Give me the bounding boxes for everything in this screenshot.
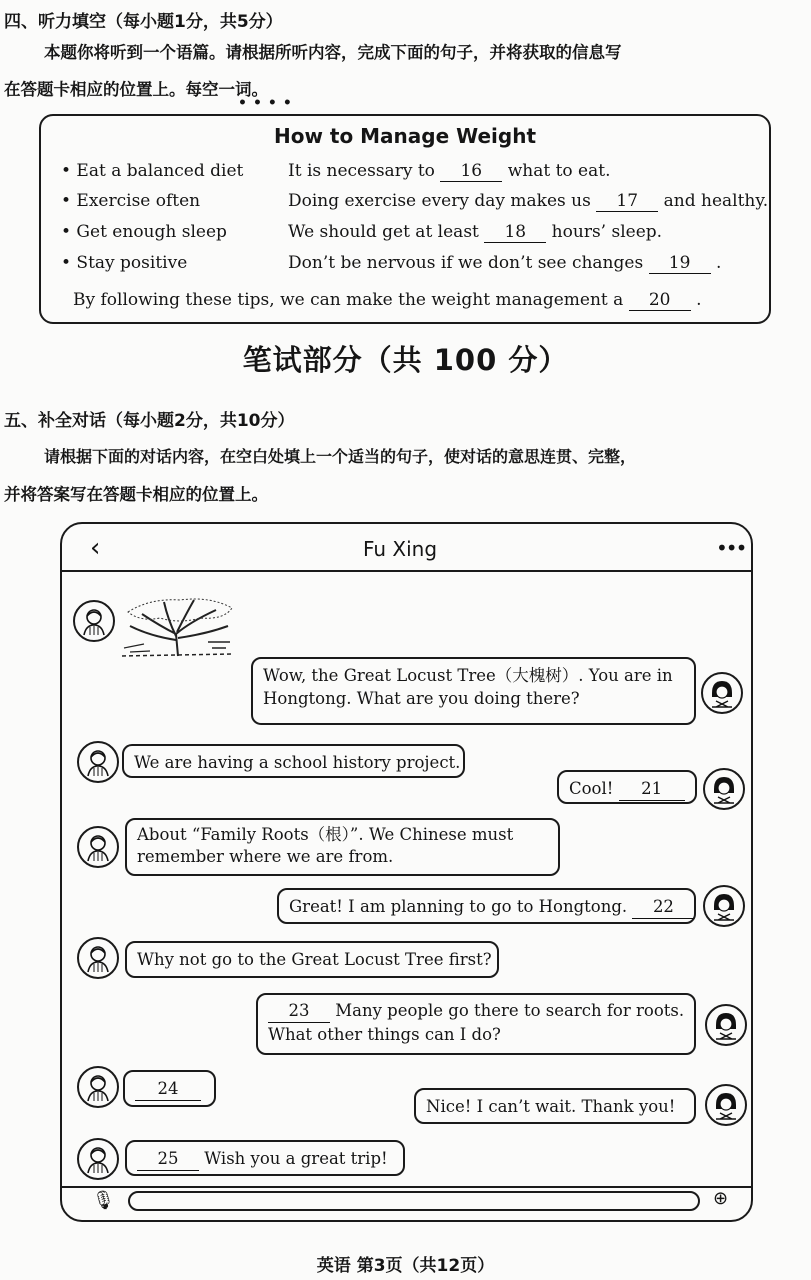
section-5-title: 五、补全对话（每小题2分，共10分） (4, 411, 295, 431)
sentence-19: Don’t be nervous if we don’t see changes 19 . (288, 253, 722, 273)
avatar-me (703, 885, 745, 927)
back-chevron-icon[interactable]: ‹ (90, 533, 101, 563)
section-5-instruction-line2: 并将答案写在答题卡相应的位置上。 (4, 485, 268, 504)
boy-avatar-icon (82, 1143, 114, 1175)
sentence-16: It is necessary to 16 what to eat. (288, 161, 611, 181)
girl-avatar-icon (708, 773, 740, 805)
listening-box-title: How to Manage Weight (273, 124, 537, 148)
chat-bubble-right-5: Great! I am planning to go to Hongtong. 22 (277, 888, 696, 924)
blank-16: 16 (440, 161, 502, 182)
avatar-fu-xing (73, 600, 115, 642)
boy-avatar-icon (82, 1071, 114, 1103)
chat-footer-divider (62, 1186, 751, 1188)
more-options-icon[interactable]: ••• (716, 536, 746, 560)
sentence-17: Doing exercise every day makes us 17 and healthy. (288, 191, 769, 211)
chat-bubble-right-1: Wow, the Great Locust Tree（大槐树）. You are in Hongtong. What are you doing there? (251, 657, 696, 725)
chat-bubble-right-9: Nice! I can’t wait. Thank you! (414, 1088, 696, 1124)
avatar-fu-xing (77, 1066, 119, 1108)
avatar-me (705, 1004, 747, 1046)
avatar-fu-xing (77, 826, 119, 868)
blank-22: 22 (632, 895, 694, 919)
avatar-fu-xing (77, 937, 119, 979)
chat-bubble-left-10: 25 Wish you a great trip! (125, 1140, 405, 1176)
tip-get-enough-sleep: • Get enough sleep (61, 222, 227, 242)
avatar-fu-xing (77, 1138, 119, 1180)
girl-avatar-icon (710, 1009, 742, 1041)
tree-photo[interactable] (120, 596, 235, 662)
blank-24: 24 (135, 1077, 201, 1101)
page-footer: 英语 第3页（共12页） (316, 1256, 495, 1276)
boy-avatar-icon (82, 942, 114, 974)
summary-sentence-20: By following these tips, we can make the weight management a 20 . (73, 290, 702, 310)
girl-avatar-icon (706, 677, 738, 709)
chat-header-divider (62, 570, 751, 572)
section-4-instruction-line2: 在答题卡相应的位置上。每空一词。 (4, 80, 268, 99)
section-4-title: 四、听力填空（每小题1分，共5分） (4, 12, 283, 32)
girl-avatar-icon (710, 1089, 742, 1121)
tip-exercise-often: • Exercise often (61, 191, 201, 211)
blank-19: 19 (649, 253, 711, 274)
chat-bubble-left-8 (123, 1070, 216, 1107)
blank-20: 20 (629, 290, 691, 311)
girl-avatar-icon (708, 890, 740, 922)
section-4-instruction-line1: 本题你将听到一个语篇。请根据所听内容，完成下面的句子，并将获取的信息写 (44, 43, 622, 62)
sentence-18: We should get at least 18 hours’ sleep. (288, 222, 663, 242)
avatar-me (701, 672, 743, 714)
add-icon[interactable]: ⊕ (713, 1188, 729, 1209)
blank-18: 18 (484, 222, 546, 243)
boy-avatar-icon (82, 746, 114, 778)
locust-tree-icon (120, 596, 235, 662)
chat-bubble-left-4: About “Family Roots（根）”. We Chinese must remember where we are from. (125, 818, 560, 876)
chat-bubble-right-7: 23 Many people go there to search for roots. What other things can I do? (256, 993, 696, 1055)
emphasis-dots: •••• (238, 95, 298, 111)
blank-21: 21 (619, 777, 685, 801)
section-5-instruction-line1: 请根据下面的对话内容，在空白处填上一个适当的句子，使对话的意思连贯、完整， (44, 447, 637, 466)
boy-avatar-icon (82, 831, 114, 863)
chat-contact-name: Fu Xing (362, 537, 438, 561)
blank-25: 25 (137, 1147, 199, 1171)
message-input[interactable] (128, 1191, 700, 1211)
avatar-fu-xing (77, 741, 119, 783)
written-part-title: 笔试部分（共 100 分） (242, 343, 569, 377)
tip-eat-balanced-diet: • Eat a balanced diet (61, 161, 244, 181)
tip-stay-positive: • Stay positive (61, 253, 188, 273)
chat-bubble-left-6: Why not go to the Great Locust Tree first? (125, 941, 499, 978)
blank-23: 23 (268, 999, 330, 1023)
avatar-me (703, 768, 745, 810)
chat-bubble-right-3: Cool! 21 (557, 770, 697, 804)
chat-bubble-left-2: We are having a school history project. (122, 744, 465, 778)
blank-17: 17 (596, 191, 658, 212)
avatar-me (705, 1084, 747, 1126)
microphone-icon[interactable]: 🎙 (92, 1190, 115, 1211)
boy-avatar-icon (78, 605, 110, 637)
